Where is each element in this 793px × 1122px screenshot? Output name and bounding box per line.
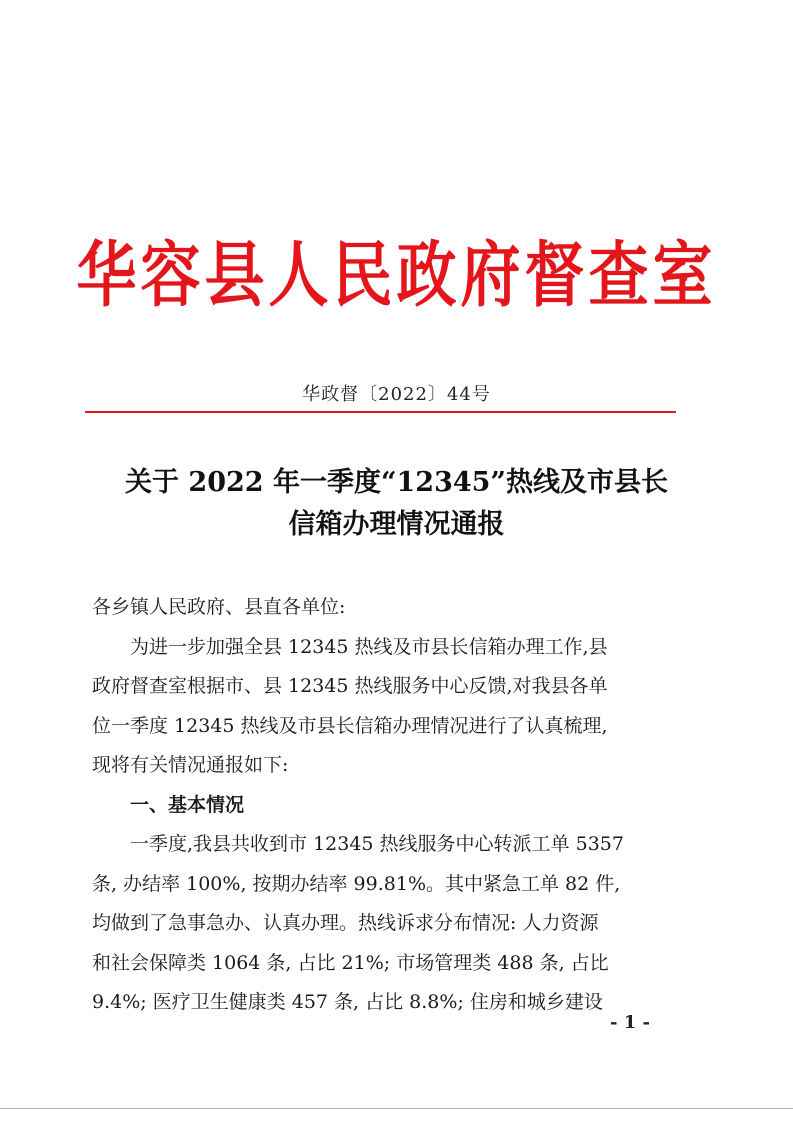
paragraph-line: 条, 办结率 100%, 按期办结率 99.81%。其中紧急工单 82 件, — [92, 872, 621, 895]
intro-paragraph — [92, 628, 712, 786]
paragraph-line: 9.4%; 医疗卫生健康类 457 条, 占比 8.8%; 住房和城乡建设 — [92, 991, 603, 1013]
paragraph-line: 政府督查室根据市、县 12345 热线服务中心反馈,对我县各单 — [92, 675, 608, 697]
salutation: 各乡镇人民政府、县直各单位: — [92, 596, 346, 618]
document-title — [60, 462, 733, 546]
title-line-1: 关于 2022 年一季度“12345”热线及市县长 — [125, 467, 668, 498]
paragraph-line: 均做到了急事急办、认真办理。热线诉求分布情况: 人力资源 — [92, 912, 599, 934]
document-body — [92, 588, 712, 1023]
page-number: - 1 - — [610, 1012, 650, 1033]
paragraph-line: 现将有关情况通报如下: — [92, 754, 289, 776]
paragraph-line: 为进一步加强全县 12345 热线及市县长信箱办理工作,县 — [130, 635, 608, 658]
scan-edge-line — [0, 1108, 793, 1109]
issuing-organization-header: 华容县人民政府督查室 — [76, 234, 717, 318]
paragraph-line: 一季度,我县共收到市 12345 热线服务中心转派工单 5357 — [130, 833, 624, 855]
section-paragraph — [92, 825, 712, 1023]
document-number: 华政督〔2022〕44号 — [302, 384, 491, 405]
paragraph-line: 位一季度 12345 热线及市县长信箱办理情况进行了认真梳理, — [92, 714, 608, 737]
section-heading: 一、基本情况 — [130, 793, 245, 816]
paragraph-line: 和社会保障类 1064 条, 占比 21%; 市场管理类 488 条, 占比 — [92, 951, 609, 974]
red-separator-line — [85, 411, 676, 413]
title-line-2: 信箱办理情况通报 — [288, 509, 505, 540]
